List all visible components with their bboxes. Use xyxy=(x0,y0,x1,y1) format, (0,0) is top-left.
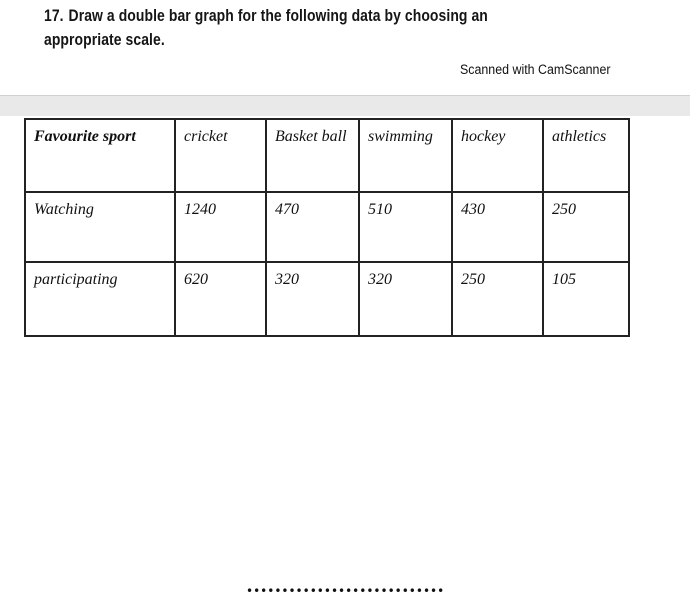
footer-dotted-line: •••••••••••••••••••••••••••• xyxy=(246,584,445,598)
table-cell: 1240 xyxy=(175,192,266,262)
row-label: Watching xyxy=(25,192,175,262)
header-cell: Basket ball xyxy=(266,119,359,192)
row-label: participating xyxy=(25,262,175,336)
header-cell: swimming xyxy=(359,119,452,192)
page-divider xyxy=(0,95,690,116)
table-cell: 250 xyxy=(543,192,629,262)
header-cell: athletics xyxy=(543,119,629,192)
table-row xyxy=(25,192,629,262)
header-cell: Favourite sport xyxy=(25,119,175,192)
question-body: Draw a double bar graph for the following data by choosing an appropriate scale. xyxy=(44,6,488,49)
header-cell: hockey xyxy=(452,119,543,192)
table-cell: 470 xyxy=(266,192,359,262)
sports-data-table xyxy=(24,118,630,337)
table-cell: 510 xyxy=(359,192,452,262)
header-cell: cricket xyxy=(175,119,266,192)
table-cell: 320 xyxy=(359,262,452,336)
camscanner-watermark: Scanned with CamScanner xyxy=(460,62,611,77)
table-header-row xyxy=(25,119,629,192)
table-cell: 320 xyxy=(266,262,359,336)
table-cell: 620 xyxy=(175,262,266,336)
question-text xyxy=(44,4,561,52)
table-row xyxy=(25,262,629,336)
question-number: 17. xyxy=(44,6,64,25)
table-cell: 105 xyxy=(543,262,629,336)
table-cell: 250 xyxy=(452,262,543,336)
table-cell: 430 xyxy=(452,192,543,262)
